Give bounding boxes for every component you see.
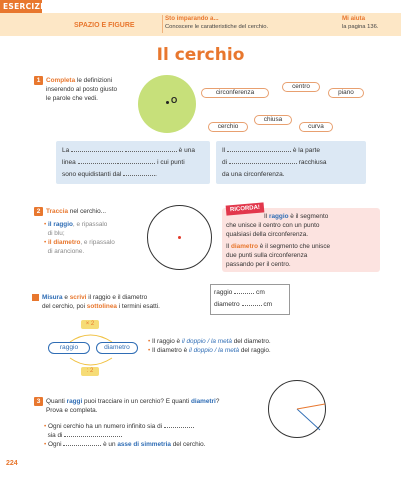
- square-bullet-icon: [32, 294, 39, 301]
- exercise-2b-prompt: Misura e scrivi il raggio e il diametro del cerchio, poi sottolinea i termini esatti.: [42, 294, 160, 310]
- word-card: cerchio: [208, 122, 248, 132]
- word-card: piano: [328, 88, 364, 98]
- center-point: [166, 101, 169, 104]
- divider: [162, 15, 163, 33]
- definition-box-cerchio: Il è la parte di racchiusa da una circonferenza.: [216, 141, 366, 184]
- ricorda-box: Il raggio è il segmento che unisce il centro con un punto qualsiasi della circonferenza. Il diametro è il segmento che unisce due punti sulla circonferenza passando per il centro.: [222, 208, 380, 272]
- measure-box: raggio cm diametro cm: [210, 284, 290, 315]
- exercise-3-bullets: • Ogni cerchio ha un numero infinito sia di sia di • Ogni è un asse di simmetria del cerchio.: [44, 423, 206, 448]
- ricorda-tag: RICORDA!: [226, 202, 265, 215]
- relation-sentences: • Il raggio è il doppio / la metà del diametro. • Il diametro è il doppio / la metà del raggio.: [148, 338, 271, 354]
- exercise-number: 1: [34, 76, 43, 85]
- learning-text: Conoscere le caratteristiche del cerchio.: [165, 24, 269, 30]
- page-number: 224: [6, 460, 18, 467]
- learning-title: Sto imparando a...: [165, 15, 219, 22]
- section-tab: ESERCIZI: [0, 0, 42, 13]
- definition-box-circonferenza: La è una linea i cui punti sono equidistanti dal .: [56, 141, 210, 184]
- exercise-2-bullets: • il raggio, e ripassalo di blu; • il diametro, e ripassalo di arancione.: [44, 221, 115, 255]
- center-label: O: [171, 96, 178, 105]
- exercise-number: 3: [34, 397, 43, 406]
- header-band: [0, 13, 401, 36]
- topic-label: SPAZIO E FIGURE: [74, 22, 135, 29]
- word-card: circonferenza: [201, 88, 269, 98]
- word-card: chiusa: [254, 115, 292, 125]
- exercise-number: 2: [34, 207, 43, 216]
- help-title: Mi aiuta: [342, 15, 366, 22]
- circle-lines: [268, 380, 328, 440]
- word-card: centro: [282, 82, 320, 92]
- diametro-pill: diametro: [96, 342, 138, 354]
- help-text: la pagina 136.: [342, 24, 379, 30]
- page-title: Il cerchio: [156, 45, 245, 65]
- green-circle: [138, 75, 196, 133]
- exercise-2-prompt: Traccia nel cerchio...: [46, 208, 107, 215]
- exercise-1-prompt: Completa le definizioni inserendo al posto giusto le parole che vedi.: [46, 77, 118, 102]
- divide-label: : 2: [81, 367, 99, 376]
- exercise-3-prompt: Quanti raggi puoi tracciare in un cerchio? E quanti diametri? Prova e completa.: [46, 398, 220, 414]
- word-card: curva: [299, 122, 333, 132]
- raggio-pill: raggio: [48, 342, 90, 354]
- multiply-label: × 2: [81, 320, 99, 329]
- circle-center-dot: [178, 236, 181, 239]
